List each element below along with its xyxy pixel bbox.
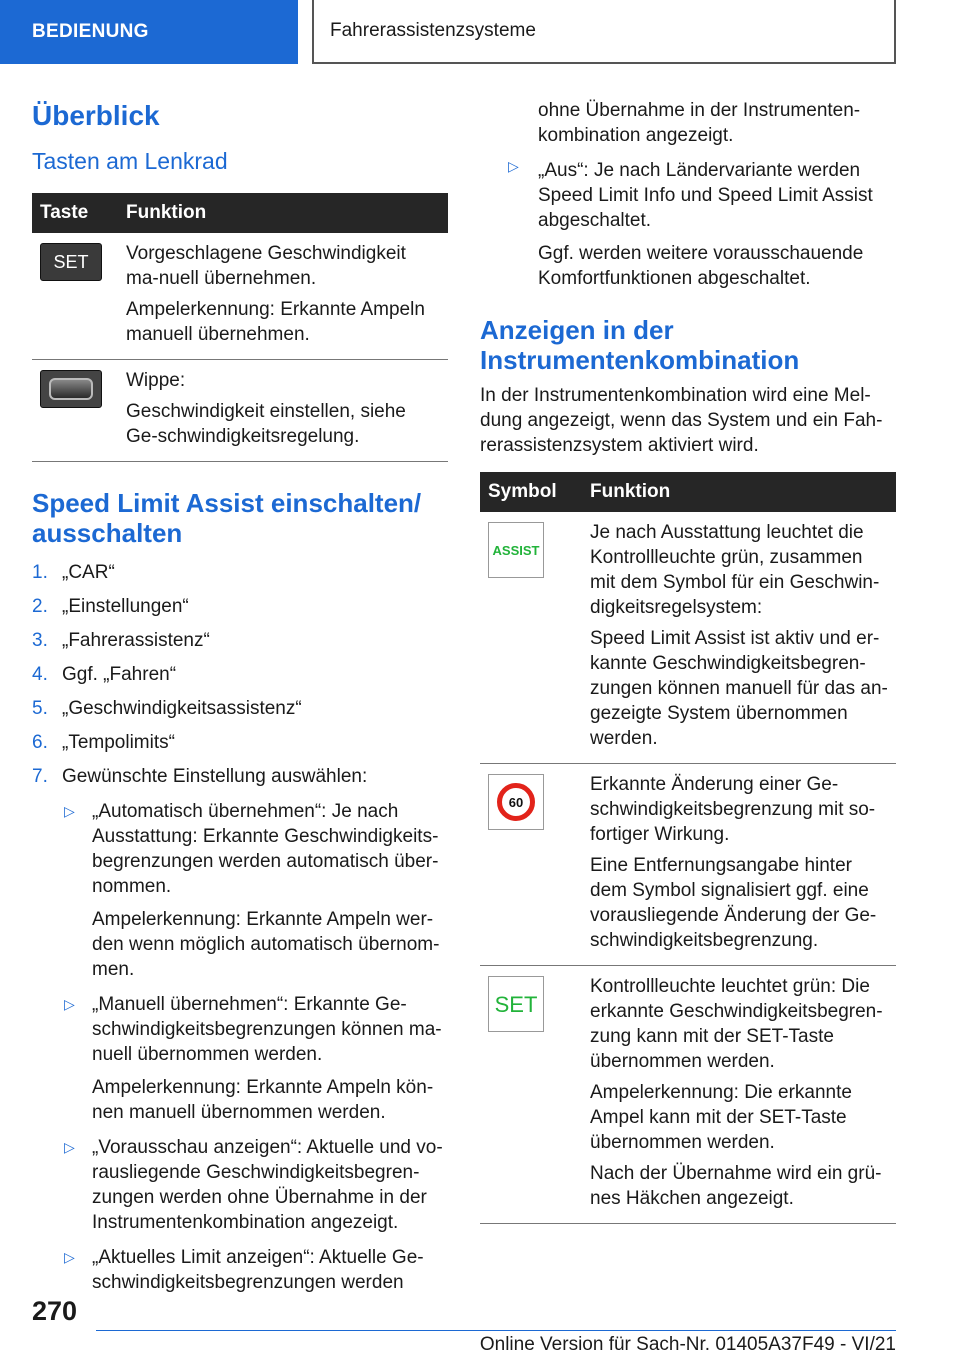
overview-title: Überblick	[32, 100, 160, 131]
step-text: „Geschwindigkeitsassistenz“	[62, 698, 302, 719]
key-cell	[32, 360, 118, 462]
options-list	[62, 799, 448, 1295]
triangle-bullet-icon: ▷	[64, 803, 75, 819]
option-text: „Vorausschau anzeigen“: Aktuelle und vo-rausliegende Geschwindigkeitsbegren-zungen werden ohne Übernahme in der Instrumentenkombination angezeigt.	[92, 1137, 443, 1233]
option-text: „Automatisch übernehmen“: Je nach Ausstattung: Erkannte Geschwindigkeits-begrenzungen werden automatisch über-nommen.	[92, 801, 439, 897]
table-row	[32, 360, 448, 462]
option-text: Ampelerkennung: Erkannte Ampeln kön-nen manuell übernommen werden.	[92, 1077, 434, 1123]
table-header-cell: Taste	[32, 193, 118, 233]
display-intro: In der Instrumentenkombination wird eine Mel-dung angezeigt, wenn das System und ein Fah-rerassistenzsystem aktiviert wird.	[480, 385, 883, 456]
step-text: „Tempolimits“	[62, 732, 175, 753]
list-item	[32, 628, 448, 653]
function-text: Ampelerkennung: Erkannte Ampeln manuell übernehmen.	[126, 299, 425, 345]
list-item	[62, 1245, 448, 1295]
function-text: Nach der Übernahme wird ein grü-nes Häkchen angezeigt.	[590, 1163, 882, 1209]
list-item	[32, 730, 448, 755]
symbol-cell	[480, 764, 582, 966]
step-number: 3.	[32, 630, 48, 651]
right-column	[480, 98, 896, 1224]
table-row	[480, 966, 896, 1224]
table-row	[480, 764, 896, 966]
list-item	[32, 594, 448, 619]
table-header-row	[32, 193, 448, 233]
display-title: Anzeigen in der Instrumentenkombination	[480, 315, 800, 375]
list-item	[480, 158, 896, 291]
list-item	[62, 799, 448, 982]
list-item	[62, 1135, 448, 1235]
triangle-bullet-icon: ▷	[64, 1139, 75, 1155]
triangle-bullet-icon: ▷	[64, 996, 75, 1012]
function-text: Erkannte Änderung einer Ge-schwindigkeitsbegrenzung mit so-fortiger Wirkung.	[590, 774, 876, 845]
table-header-cell: Funktion	[582, 472, 896, 512]
function-cell	[582, 512, 896, 764]
function-text: Geschwindigkeit einstellen, siehe Ge-schwindigkeitsregelung.	[126, 401, 406, 447]
section-tab[interactable]	[0, 0, 298, 64]
list-item	[32, 696, 448, 721]
continued-text: ohne Übernahme in der Instrumenten-kombination angezeigt.	[538, 100, 861, 146]
function-text: Speed Limit Assist ist aktiv und er-kannte Geschwindigkeitsbegren-zungen können manuell für das an-gezeigte System übernommen werden.	[590, 628, 888, 749]
step-text: „CAR“	[62, 562, 115, 583]
set-key-label: SET	[53, 251, 89, 272]
step-text: „Fahrerassistenz“	[62, 630, 210, 651]
list-item	[32, 764, 448, 1305]
step-text: Ggf. „Fahren“	[62, 664, 177, 685]
steering-keys-table	[32, 193, 448, 462]
step-number: 6.	[32, 732, 48, 753]
chapter-label: Fahrerassistenzsysteme	[330, 20, 536, 41]
option-text: „Aktuelles Limit anzeigen“: Aktuelle Ge-schwindigkeitsbegrenzungen werden	[92, 1247, 424, 1293]
indicator-symbols-table	[480, 472, 896, 1224]
list-item	[32, 662, 448, 687]
key-cell	[32, 233, 118, 360]
section-label: BEDIENUNG	[32, 21, 149, 42]
step-text: „Einstellungen“	[62, 596, 189, 617]
function-text: Eine Entfernungsangabe hinter dem Symbol signalisiert ggf. eine vorausliegende Änderung der Ge-schwindigkeitsbegrenzung.	[590, 855, 877, 951]
symbol-cell	[480, 512, 582, 764]
rocker-switch-icon	[40, 370, 102, 408]
speed-limit-sign-icon	[488, 774, 544, 830]
assist-label: ASSIST	[492, 542, 540, 558]
option-text: Ggf. werden weitere vorausschauende Komfortfunktionen abgeschaltet.	[538, 243, 864, 289]
step-number: 1.	[32, 562, 48, 583]
step-number: 5.	[32, 698, 48, 719]
option-text: „Aus“: Je nach Ländervariante werden Speed Limit Info und Speed Limit Assist abgeschaltet.	[538, 160, 873, 231]
page-number: 270	[32, 1296, 78, 1326]
step-text: Gewünschte Einstellung auswählen:	[62, 766, 368, 787]
table-header-cell: Funktion	[118, 193, 448, 233]
step-number: 2.	[32, 596, 48, 617]
triangle-bullet-icon: ▷	[508, 158, 519, 174]
function-cell	[582, 764, 896, 966]
function-text: Je nach Ausstattung leuchtet die Kontrollleuchte grün, zusammen mit dem Symbol für ein Geschwin-digkeitsregelsystem:	[590, 522, 880, 618]
footer-text: Online Version für Sach-Nr. 01405A37F49 - VI/21	[479, 1334, 896, 1355]
chapter-title	[312, 0, 896, 64]
left-column	[32, 100, 448, 1314]
function-cell	[118, 360, 448, 462]
table-row	[32, 233, 448, 360]
symbol-cell	[480, 966, 582, 1224]
table-header-row	[480, 472, 896, 512]
overview-subtitle: Tasten am Lenkrad	[32, 148, 228, 174]
speed-limit-value: 60	[508, 794, 524, 810]
set-label: SET	[494, 991, 538, 1017]
set-key-icon	[40, 243, 102, 281]
set-indicator-icon	[488, 976, 544, 1032]
table-row	[480, 512, 896, 764]
option-text: Ampelerkennung: Erkannte Ampeln wer-den wenn möglich automatisch übernom-men.	[92, 909, 440, 980]
list-item	[62, 992, 448, 1125]
footer-divider	[96, 1330, 896, 1331]
list-item	[32, 560, 448, 585]
speed-limit-title: Speed Limit Assist einschalten/ ausschalten	[32, 488, 422, 548]
function-text: Vorgeschlagene Geschwindigkeit ma-nuell übernehmen.	[126, 243, 406, 289]
function-text: Ampelerkennung: Die erkannte Ampel kann mit der SET-Taste übernommen werden.	[590, 1082, 852, 1153]
function-cell	[118, 233, 448, 360]
triangle-bullet-icon: ▷	[64, 1249, 75, 1265]
function-text: Kontrollleuchte leuchtet grün: Die erkannte Geschwindigkeitsbegren-zung kann mit der SET-Taste übernommen werden.	[590, 976, 883, 1072]
assist-indicator-icon	[488, 522, 544, 578]
function-text: Wippe:	[126, 370, 186, 391]
steps-list	[32, 560, 448, 1305]
step-number: 4.	[32, 664, 48, 685]
step-number: 7.	[32, 766, 48, 787]
function-cell	[582, 966, 896, 1224]
option-text: „Manuell übernehmen“: Erkannte Ge-schwindigkeitsbegrenzungen können ma-nuell übernommen werden.	[92, 994, 442, 1065]
table-header-cell: Symbol	[480, 472, 582, 512]
